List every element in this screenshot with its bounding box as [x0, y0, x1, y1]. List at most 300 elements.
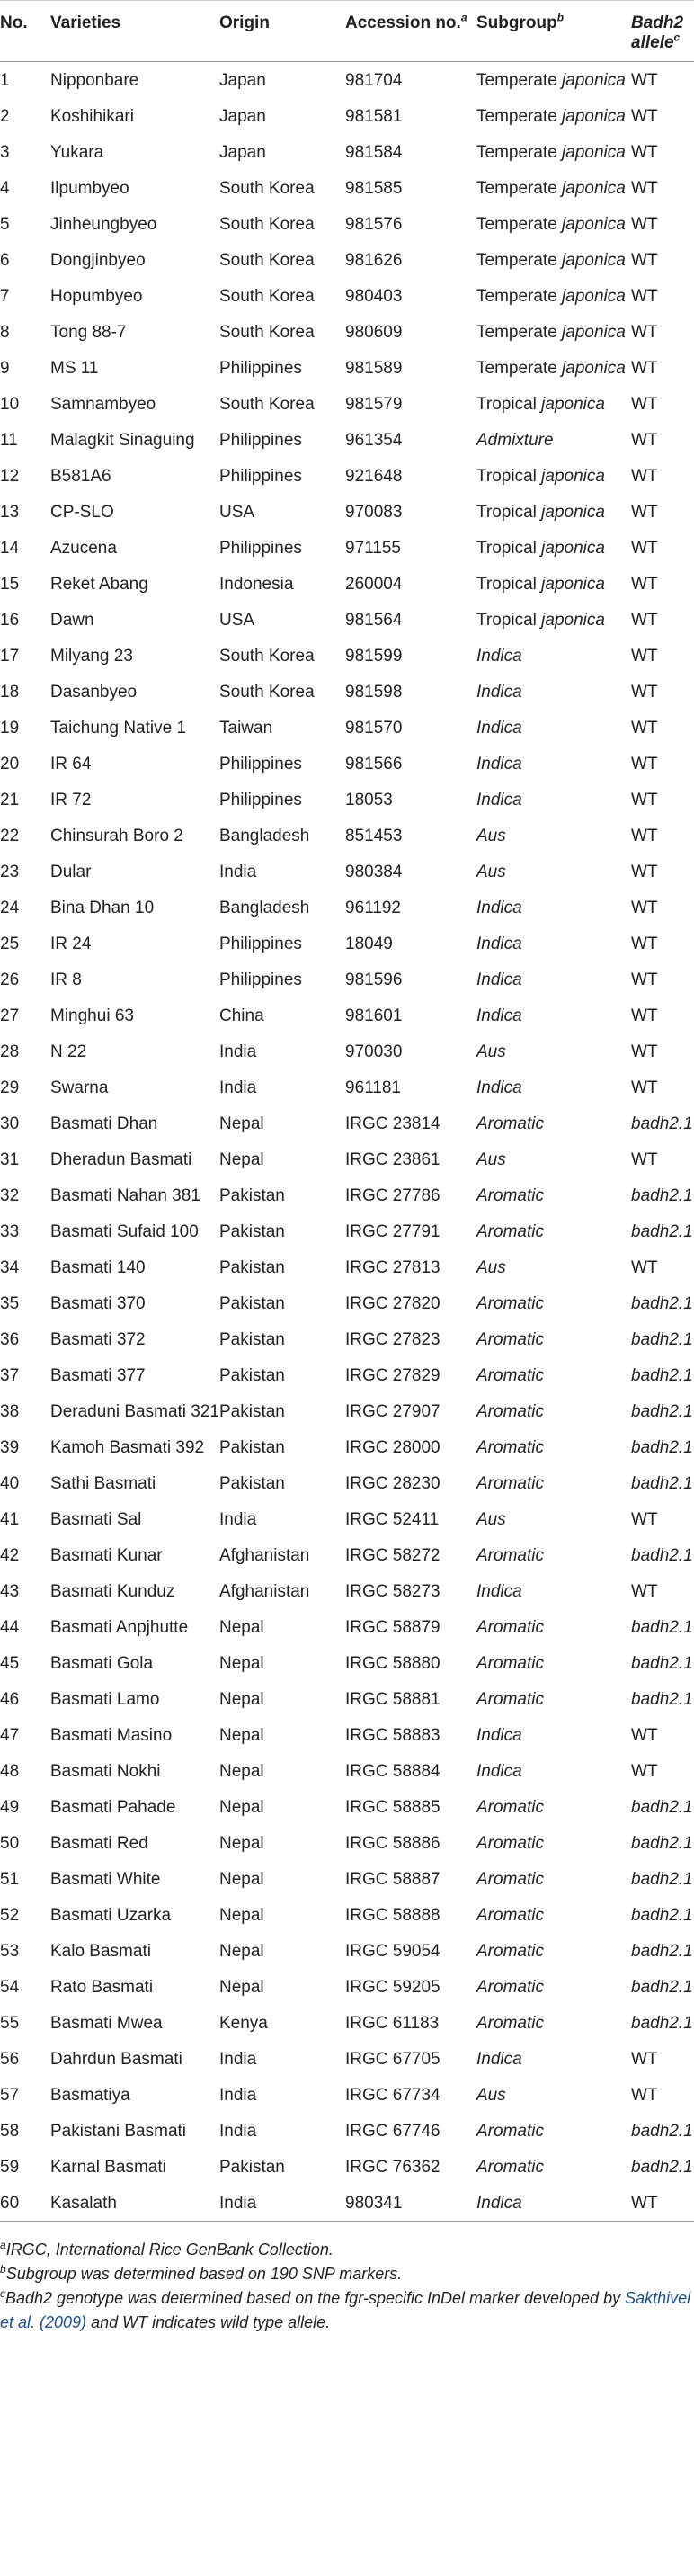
cell-accession: 981704	[345, 71, 403, 90]
cell-allele: badh2.1	[631, 1834, 693, 1853]
header-origin: Origin	[219, 1, 345, 62]
cell-subgroup	[476, 494, 631, 530]
table-row	[0, 1573, 694, 1609]
cell-subgroup: Aromatic	[476, 1294, 544, 1313]
cell-variety: Basmati Nahan 381	[50, 1186, 200, 1205]
cell-allele: WT	[631, 970, 658, 989]
cell-no: 14	[0, 539, 20, 558]
table-row	[0, 1429, 694, 1465]
cell-origin: India	[219, 2185, 345, 2222]
cell-subgroup: Aromatic	[476, 1474, 544, 1493]
cell-subgroup: Aus	[476, 827, 506, 845]
cell-subgroup: Aromatic	[476, 1366, 544, 1385]
table-row	[0, 350, 694, 386]
table-row	[0, 1753, 694, 1789]
cell-accession: 980403	[345, 287, 403, 306]
cell-allele: badh2.1	[631, 1690, 693, 1709]
cell-no: 33	[0, 1222, 20, 1241]
cell-allele: WT	[631, 611, 658, 630]
table-row	[0, 638, 694, 674]
cell-variety: Basmati Sufaid 100	[50, 1222, 199, 1241]
cell-subgroup: Aromatic	[476, 1438, 544, 1457]
cell-subgroup: Indica	[476, 683, 522, 702]
table-row	[0, 1285, 694, 1321]
table-row	[0, 1105, 694, 1141]
cell-variety: Dawn	[50, 611, 94, 630]
cell-subgroup: Aromatic	[476, 1870, 544, 1889]
cell-allele: WT	[631, 683, 658, 702]
cell-allele: WT	[631, 359, 658, 378]
cell-accession: 980341	[345, 2185, 476, 2222]
cell-variety: Dahrdun Basmati	[50, 2050, 182, 2069]
table-row	[0, 2077, 694, 2113]
subgroup-japonica: japonica	[562, 179, 626, 198]
cell-no: 41	[0, 1510, 20, 1529]
table-row	[0, 2185, 694, 2222]
cell-accession: 961354	[345, 431, 403, 450]
cell-origin: Pakistan	[219, 1294, 285, 1313]
table-row	[0, 1681, 694, 1717]
cell-variety: Bina Dhan 10	[50, 899, 155, 917]
cell-origin: Pakistan	[219, 1438, 285, 1457]
cell-subgroup	[476, 62, 631, 99]
cell-accession: 970083	[345, 503, 403, 522]
cell-accession: IRGC 58273	[345, 1582, 440, 1601]
cell-allele: WT	[631, 323, 658, 342]
cell-origin: India	[219, 1510, 257, 1529]
cell-accession: IRGC 27786	[345, 1186, 440, 1205]
cell-allele: badh2.1	[631, 1978, 693, 1997]
table-row	[0, 1861, 694, 1897]
cell-variety: Rato Basmati	[50, 1978, 154, 1997]
subgroup-japonica: japonica	[562, 359, 626, 378]
cell-no: 27	[0, 1006, 20, 1025]
subgroup-japonica: japonica	[562, 143, 626, 162]
cell-no: 42	[0, 1546, 20, 1565]
cell-origin: Japan	[219, 107, 266, 126]
cell-origin: South Korea	[219, 323, 315, 342]
cell-variety: Jinheungbyeo	[50, 215, 157, 234]
footnote-mark-c: c	[673, 31, 681, 44]
subgroup-prefix: Temperate	[476, 179, 563, 198]
cell-variety: Pakistani Basmati	[50, 2122, 187, 2141]
table-row	[0, 1897, 694, 1933]
table-header	[0, 1, 694, 62]
cell-subgroup	[476, 314, 631, 350]
cell-no: 1	[0, 71, 10, 90]
cell-origin: South Korea	[219, 251, 315, 270]
cell-no: 47	[0, 1726, 20, 1745]
cell-no: 30	[0, 1114, 20, 1133]
cell-origin: South Korea	[219, 683, 315, 702]
cell-variety: Minghui 63	[50, 1006, 134, 1025]
reference-link[interactable]: Sakthivel et al. (2009)	[0, 2289, 691, 2331]
cell-allele: badh2.1	[631, 1870, 693, 1889]
cell-subgroup: Indica	[476, 970, 522, 989]
cell-accession: 981566	[345, 755, 403, 774]
cell-subgroup: Indica	[476, 935, 522, 953]
cell-subgroup	[476, 386, 631, 422]
cell-subgroup: Aromatic	[476, 1834, 544, 1853]
cell-variety: Deraduni Basmati 321	[50, 1402, 219, 1421]
cell-origin: Nepal	[219, 1834, 264, 1853]
cell-no: 6	[0, 251, 10, 270]
cell-origin: India	[219, 2050, 257, 2069]
cell-subgroup	[476, 134, 631, 170]
cell-accession: IRGC 27829	[345, 1366, 440, 1385]
table-row	[0, 710, 694, 746]
cell-subgroup: Indica	[476, 899, 522, 917]
table-row	[0, 1609, 694, 1645]
cell-no: 46	[0, 1690, 20, 1709]
cell-no: 48	[0, 1762, 20, 1781]
header-varieties: Varieties	[50, 1, 219, 62]
subgroup-prefix: Temperate	[476, 71, 563, 90]
table-row	[0, 1789, 694, 1825]
cell-origin: Nepal	[219, 1150, 264, 1169]
cell-subgroup: Aromatic	[476, 1546, 544, 1565]
cell-no: 32	[0, 1186, 20, 1205]
cell-allele: badh2.1	[631, 1654, 693, 1673]
cell-allele: WT	[631, 2050, 658, 2069]
table-row	[0, 1249, 694, 1285]
cell-allele: WT	[631, 251, 658, 270]
cell-variety: Basmati 377	[50, 1366, 146, 1385]
cell-subgroup: Indica	[476, 1582, 522, 1601]
cell-variety: Sathi Basmati	[50, 1474, 156, 1493]
cell-variety: Basmati Anpjhutte	[50, 1618, 189, 1637]
subgroup-japonica: japonica	[541, 503, 605, 522]
cell-origin: Bangladesh	[219, 899, 310, 917]
cell-origin: China	[219, 1006, 264, 1025]
cell-origin: Nepal	[219, 1798, 264, 1817]
cell-accession: 981599	[345, 647, 403, 666]
cell-allele: WT	[631, 647, 658, 666]
cell-accession: IRGC 23861	[345, 1150, 440, 1169]
cell-variety: Basmati Pahade	[50, 1798, 176, 1817]
cell-variety: Ilpumbyeo	[50, 179, 129, 198]
cell-accession: IRGC 58885	[345, 1798, 440, 1817]
table-body	[0, 62, 694, 2222]
cell-subgroup: Aromatic	[476, 1654, 544, 1673]
subgroup-prefix: Temperate	[476, 323, 563, 342]
cell-accession: 18049	[345, 935, 393, 953]
cell-accession: 981585	[345, 179, 403, 198]
cell-accession: IRGC 27820	[345, 1294, 440, 1313]
cell-allele: WT	[631, 1006, 658, 1025]
cell-origin: India	[219, 1042, 257, 1061]
cell-origin: India	[219, 863, 257, 881]
cell-no: 31	[0, 1150, 20, 1169]
header-accession: Accession no.$^a$	[345, 1, 476, 62]
cell-variety: Basmati 372	[50, 1330, 146, 1349]
cell-variety: Hopumbyeo	[50, 287, 143, 306]
cell-accession: IRGC 61183	[345, 2014, 440, 2033]
table-row	[0, 170, 694, 206]
cell-no: 25	[0, 935, 20, 953]
cell-allele: WT	[631, 467, 658, 486]
table-row	[0, 278, 694, 314]
cell-no: 15	[0, 575, 20, 594]
cell-subgroup: Admixture	[476, 431, 554, 450]
cell-origin: Japan	[219, 143, 266, 162]
subgroup-japonica: japonica	[541, 467, 605, 486]
subgroup-prefix: Tropical	[476, 467, 542, 486]
subgroup-japonica: japonica	[562, 107, 626, 126]
cell-variety: N 22	[50, 1042, 87, 1061]
cell-no: 49	[0, 1798, 20, 1817]
subgroup-prefix: Temperate	[476, 287, 563, 306]
cell-subgroup: Aus	[476, 1258, 506, 1277]
cell-variety: Kamoh Basmati 392	[50, 1438, 205, 1457]
cell-allele: WT	[631, 755, 658, 774]
cell-no: 43	[0, 1582, 20, 1601]
cell-allele: WT	[631, 1078, 658, 1097]
cell-subgroup: Aromatic	[476, 1798, 544, 1817]
cell-accession: IRGC 27823	[345, 1330, 440, 1349]
subgroup-japonica: japonica	[541, 611, 605, 630]
subgroup-japonica: japonica	[562, 323, 626, 342]
cell-subgroup	[476, 566, 631, 602]
table-row	[0, 422, 694, 458]
table-row	[0, 602, 694, 638]
cell-subgroup: Aromatic	[476, 1222, 544, 1241]
cell-variety: Basmati Kunduz	[50, 1582, 175, 1601]
cell-subgroup: Indica	[476, 719, 522, 738]
cell-variety: Yukara	[50, 143, 104, 162]
cell-accession: 981589	[345, 359, 403, 378]
cell-allele: badh2.1	[631, 1114, 693, 1133]
table-row	[0, 818, 694, 854]
cell-subgroup: Aromatic	[476, 1618, 544, 1637]
cell-accession: 851453	[345, 827, 403, 845]
cell-allele: WT	[631, 539, 658, 558]
table-row	[0, 1825, 694, 1861]
cell-variety: Reket Abang	[50, 575, 148, 594]
cell-no: 60	[0, 2185, 50, 2222]
cell-allele: WT	[631, 2185, 694, 2222]
table-row	[0, 1933, 694, 1969]
cell-variety: Dongjinbyeo	[50, 251, 146, 270]
cell-accession: IRGC 58881	[345, 1690, 440, 1709]
cell-allele: badh2.1	[631, 1546, 693, 1565]
cell-variety: Nipponbare	[50, 71, 139, 90]
cell-allele: WT	[631, 1510, 658, 1529]
cell-variety: Taichung Native 1	[50, 719, 187, 738]
cell-allele: WT	[631, 2086, 658, 2105]
cell-variety: Basmati White	[50, 1870, 161, 1889]
subgroup-prefix: Tropical	[476, 395, 542, 414]
subgroup-prefix: Temperate	[476, 359, 563, 378]
cell-accession: IRGC 28000	[345, 1438, 440, 1457]
cell-variety: B581A6	[50, 467, 111, 486]
cell-accession: IRGC 67734	[345, 2086, 440, 2105]
cell-allele: WT	[631, 719, 658, 738]
cell-no: 16	[0, 611, 20, 630]
cell-no: 53	[0, 1942, 20, 1961]
cell-variety: Basmati Lamo	[50, 1690, 160, 1709]
cell-origin: Nepal	[219, 1870, 264, 1889]
cell-variety: Dheradun Basmati	[50, 1150, 192, 1169]
cell-variety: Azucena	[50, 539, 117, 558]
cell-accession: IRGC 58888	[345, 1906, 440, 1925]
cell-origin: Philippines	[219, 467, 302, 486]
cell-accession: IRGC 28230	[345, 1474, 440, 1493]
cell-allele: WT	[631, 899, 658, 917]
table-row	[0, 2041, 694, 2077]
cell-accession: 981601	[345, 1006, 403, 1025]
cell-allele: WT	[631, 215, 658, 234]
cell-no: 17	[0, 647, 20, 666]
cell-no: 3	[0, 143, 10, 162]
cell-accession: 921648	[345, 467, 403, 486]
cell-no: 36	[0, 1330, 20, 1349]
table-row	[0, 494, 694, 530]
table-row	[0, 1645, 694, 1681]
table-row	[0, 1357, 694, 1393]
cell-variety: IR 24	[50, 935, 92, 953]
cell-origin: India	[219, 2122, 257, 2141]
cell-no: 24	[0, 899, 20, 917]
cell-accession: IRGC 52411	[345, 1510, 440, 1529]
cell-no: 22	[0, 827, 20, 845]
cell-subgroup	[476, 602, 631, 638]
cell-origin: Nepal	[219, 1654, 264, 1673]
footnote-a: $^a$IRGC, International Rice GenBank Collection.	[0, 2239, 334, 2258]
cell-accession: 970030	[345, 1042, 403, 1061]
subgroup-prefix: Temperate	[476, 107, 563, 126]
cell-variety: CP-SLO	[50, 503, 114, 522]
cell-accession: 981596	[345, 970, 403, 989]
footnote-mark-a: a	[460, 11, 467, 24]
cell-origin: USA	[219, 611, 255, 630]
cell-allele: WT	[631, 503, 658, 522]
cell-origin: Afghanistan	[219, 1546, 310, 1565]
cell-variety: MS 11	[50, 359, 99, 378]
cell-no: 11	[0, 431, 18, 450]
cell-variety: Basmati Sal	[50, 1510, 142, 1529]
cell-subgroup	[476, 350, 631, 386]
cell-no: 12	[0, 467, 20, 486]
subgroup-prefix: Tropical	[476, 539, 542, 558]
cell-origin: Nepal	[219, 1618, 264, 1637]
cell-subgroup: Aus	[476, 863, 506, 881]
table-row	[0, 2149, 694, 2185]
subgroup-prefix: Temperate	[476, 215, 563, 234]
cell-no: 20	[0, 755, 20, 774]
cell-origin: India	[219, 1078, 257, 1097]
cell-allele: badh2.1	[631, 1798, 693, 1817]
cell-subgroup: Aromatic	[476, 2158, 544, 2177]
subgroup-japonica: japonica	[562, 215, 626, 234]
cell-subgroup: Indica	[476, 755, 522, 774]
cell-accession: IRGC 58887	[345, 1870, 440, 1889]
cell-origin: USA	[219, 503, 255, 522]
cell-accession: IRGC 27907	[345, 1402, 440, 1421]
cell-subgroup: Aromatic	[476, 1114, 544, 1133]
cell-allele: badh2.1	[631, 1618, 693, 1637]
cell-no: 45	[0, 1654, 20, 1673]
subgroup-prefix: Tropical	[476, 575, 542, 594]
table-row	[0, 746, 694, 782]
table-row	[0, 674, 694, 710]
subgroup-japonica: japonica	[562, 251, 626, 270]
cell-accession: 981581	[345, 107, 403, 126]
cell-allele: WT	[631, 575, 658, 594]
cell-subgroup: Aus	[476, 2086, 506, 2105]
cell-variety: Koshihikari	[50, 107, 134, 126]
cell-allele: WT	[631, 1762, 658, 1781]
cell-variety: Milyang 23	[50, 647, 133, 666]
cell-variety: Kalo Basmati	[50, 1942, 151, 1961]
cell-subgroup: Aromatic	[476, 1330, 544, 1349]
cell-variety: IR 64	[50, 755, 92, 774]
cell-accession: IRGC 27791	[345, 1222, 440, 1241]
subgroup-japonica: japonica	[541, 395, 605, 414]
cell-origin: Pakistan	[219, 1474, 285, 1493]
cell-origin: South Korea	[219, 215, 315, 234]
cell-subgroup: Aromatic	[476, 1978, 544, 1997]
cell-no: 35	[0, 1294, 20, 1313]
cell-origin: Indonesia	[219, 575, 294, 594]
cell-origin: Pakistan	[219, 1366, 285, 1385]
table-row	[0, 314, 694, 350]
cell-no: 23	[0, 863, 20, 881]
cell-allele: WT	[631, 827, 658, 845]
cell-origin: Bangladesh	[219, 827, 310, 845]
cell-origin: Pakistan	[219, 1222, 285, 1241]
table-row	[0, 1537, 694, 1573]
footnote-b: $^b$Subgroup was determined based on 190 SNP markers.	[0, 2263, 403, 2283]
cell-subgroup	[476, 530, 631, 566]
cell-no: 13	[0, 503, 20, 522]
cell-origin: Philippines	[219, 539, 302, 558]
cell-variety: Basmati Gola	[50, 1654, 154, 1673]
cell-subgroup	[476, 170, 631, 206]
cell-no: 5	[0, 215, 10, 234]
cell-origin: Nepal	[219, 1114, 264, 1133]
cell-accession: 981579	[345, 395, 403, 414]
cell-accession: 971155	[345, 539, 401, 558]
cell-allele: badh2.1	[631, 2014, 693, 2033]
cell-no: 52	[0, 1906, 20, 1925]
cell-no: 10	[0, 395, 20, 414]
cell-variety: Chinsurah Boro 2	[50, 827, 183, 845]
cell-accession: IRGC 58880	[345, 1654, 440, 1673]
cell-allele: WT	[631, 107, 658, 126]
cell-variety: Basmati Masino	[50, 1726, 173, 1745]
cell-variety: Basmati Uzarka	[50, 1906, 172, 1925]
cell-subgroup: Indica	[476, 2050, 522, 2069]
cell-subgroup: Indica	[476, 1726, 522, 1745]
cell-no: 50	[0, 1834, 20, 1853]
cell-origin: Taiwan	[219, 719, 273, 738]
cell-origin: Philippines	[219, 791, 302, 809]
cell-subgroup: Aus	[476, 1150, 506, 1169]
cell-origin: Pakistan	[219, 2158, 285, 2177]
cell-no: 56	[0, 2050, 20, 2069]
cell-variety: Basmati Red	[50, 1834, 148, 1853]
cell-variety: IR 72	[50, 791, 92, 809]
cell-allele: WT	[631, 431, 658, 450]
cell-accession: 981570	[345, 719, 403, 738]
cell-origin: South Korea	[219, 287, 315, 306]
cell-subgroup: Indica	[476, 1006, 522, 1025]
cell-no: 4	[0, 179, 10, 198]
cell-allele: badh2.1	[631, 1942, 693, 1961]
cell-variety: IR 8	[50, 970, 82, 989]
cell-origin: Pakistan	[219, 1186, 285, 1205]
